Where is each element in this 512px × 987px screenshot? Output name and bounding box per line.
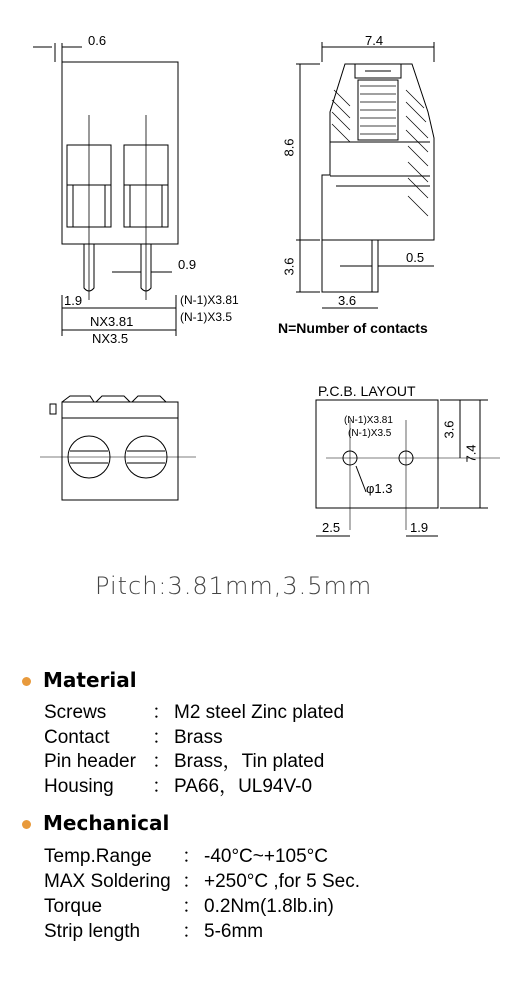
- dim-side-height: 3.6: [281, 257, 297, 276]
- bullet-icon: [22, 820, 31, 829]
- spec-row: [44, 746, 324, 773]
- dim-top-right: 7.4: [365, 33, 384, 48]
- spec-value: Brass: [174, 727, 223, 748]
- spec-key: Contact: [44, 727, 110, 748]
- dim-top-left: 0.6: [88, 33, 107, 48]
- spec-value: -40°C~+105°C: [204, 846, 328, 867]
- pcb-dim-36: 3.6: [441, 420, 457, 439]
- mechanical-title: Mechanical: [43, 811, 170, 835]
- spec-key: Torque: [44, 896, 103, 917]
- spec-value: Brass，Tin plated: [174, 751, 325, 772]
- bullet-icon: [22, 677, 31, 686]
- spec-key: Pin header: [44, 751, 136, 772]
- spec-row: [44, 722, 223, 749]
- pcb-formula-35: (N-1)X3.5: [348, 428, 392, 439]
- spec-sep: ：: [182, 896, 202, 917]
- dim-height: 8.6: [281, 138, 297, 157]
- formula-381: (N-1)X3.81: [180, 293, 239, 307]
- pcb-dim-25: 2.5: [322, 520, 341, 535]
- spec-value: M2 steel Zinc plated: [174, 702, 345, 723]
- spec-sep: ：: [152, 702, 172, 723]
- spec-key: Screws: [44, 702, 107, 723]
- spec-sep: ：: [152, 776, 172, 797]
- nx-381: NX3.81: [90, 314, 134, 329]
- mechanical-heading: [22, 811, 169, 835]
- n-note: N=Number of contacts: [278, 320, 428, 336]
- spec-row: [44, 891, 334, 918]
- material-heading: [22, 668, 137, 692]
- spec-row: [44, 866, 360, 893]
- dim-edge: 1.9: [64, 293, 83, 308]
- spec-row: [44, 841, 328, 868]
- spec-key: Housing: [44, 776, 114, 797]
- pcb-formula-381: (N-1)X3.81: [344, 415, 393, 426]
- dim-side-offset: 0.5: [406, 250, 425, 265]
- spec-sep: ：: [182, 921, 202, 942]
- spec-key: Strip length: [44, 921, 141, 942]
- pcb-dim-19: 1.9: [410, 520, 429, 535]
- dim-pin-dia: 0.9: [178, 257, 197, 272]
- nx-35: NX3.5: [92, 331, 129, 346]
- spec-key: MAX Soldering: [44, 871, 171, 892]
- spec-value: PA66，UL94V-0: [174, 776, 313, 797]
- spec-row: [44, 916, 263, 943]
- dim-side-width: 3.6: [338, 293, 357, 308]
- spec-sep: ：: [182, 871, 202, 892]
- spec-value: +250°C ,for 5 Sec.: [204, 871, 360, 892]
- spec-sep: ：: [152, 727, 172, 748]
- spec-sep: ：: [182, 846, 202, 867]
- spec-row: [44, 697, 344, 724]
- spec-value: 0.2Nm(1.8lb.in): [204, 896, 334, 917]
- pcb-dim-74: 7.4: [463, 444, 479, 463]
- material-title: Material: [43, 668, 137, 692]
- pcb-title: P.C.B. LAYOUT: [318, 383, 416, 399]
- spec-value: 5-6mm: [204, 921, 264, 942]
- formula-35: (N-1)X3.5: [180, 310, 233, 324]
- spec-sep: ：: [152, 751, 172, 772]
- pitch-text: Pitch:3.81mm,3.5mm: [95, 572, 373, 600]
- spec-key: Temp.Range: [44, 846, 152, 867]
- spec-row: [44, 771, 312, 798]
- pcb-hole: φ1.3: [366, 481, 393, 496]
